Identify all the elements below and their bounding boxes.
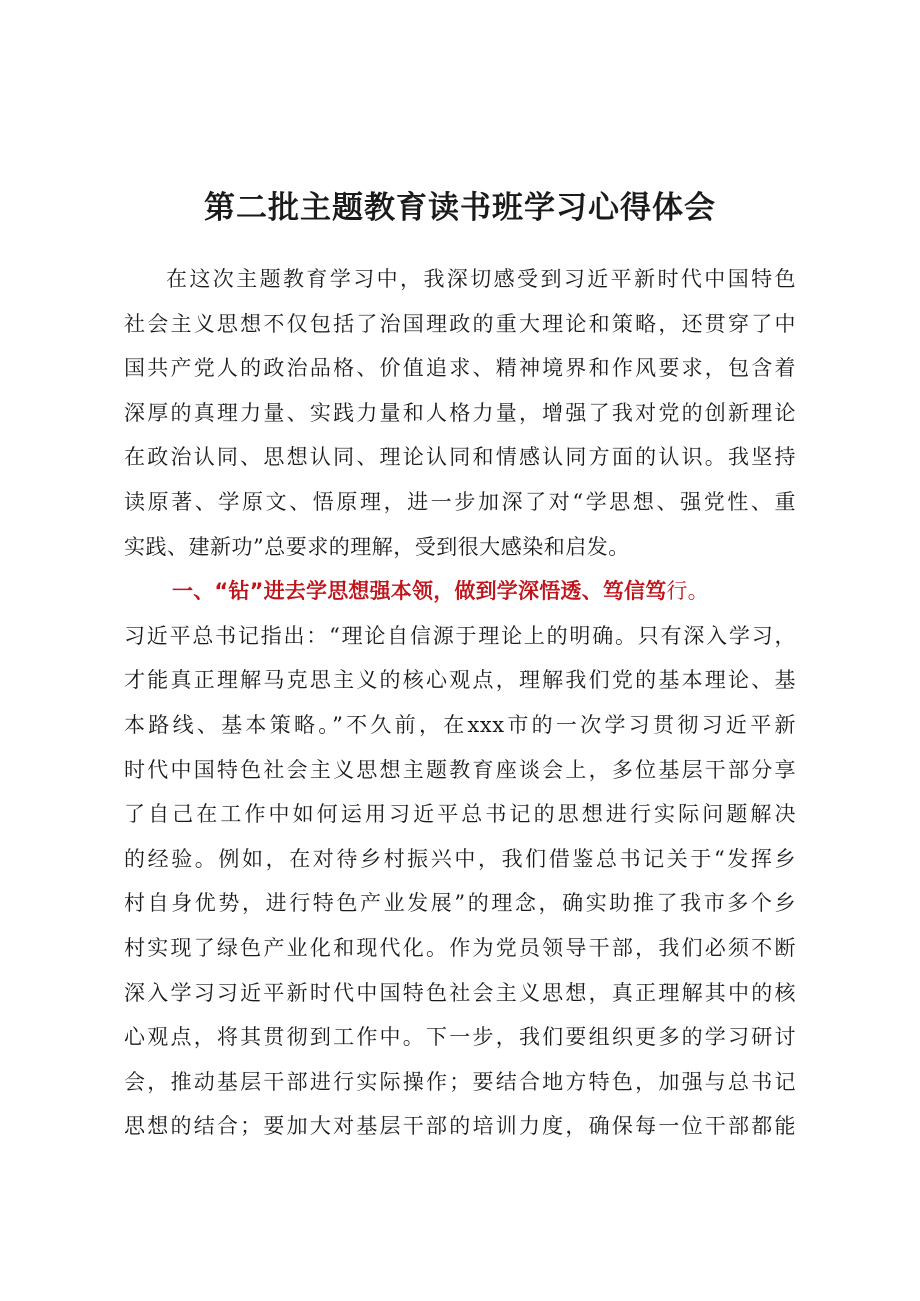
paragraph-line: 在政治认同、思想认同、理论认同和情感认同方面的认识。我坚持 (124, 445, 796, 470)
section-paragraph (124, 614, 796, 1149)
paragraph-line: 在这次主题教育学习中，我深切感受到习近平新时代中国特色 (166, 267, 796, 291)
paragraph-line: 会，推动基层干部进行实际操作；要结合地方特色，加强与总书记 (124, 1069, 796, 1094)
paragraph-line: 习近平总书记指出：“理论自信源于理论上的明确。只有深入学习， (124, 623, 796, 648)
section-heading-tail: 行。 (666, 579, 709, 604)
paragraph-line: 才能真正理解马克思主义的核心观点，理解我们党的基本理论、基 (124, 668, 796, 693)
section-heading (124, 569, 796, 614)
paragraph-line: 思想的结合；要加大对基层干部的培训力度，确保每一位干部都能 (124, 1114, 796, 1139)
paragraph-line: 社会主义思想不仅包括了治国理政的重大理论和策略，还贯穿了中 (124, 311, 796, 336)
paragraph-line: 深厚的真理力量、实践力量和人格力量，增强了我对党的创新理论 (124, 400, 796, 425)
paragraph-line: 心观点，将其贯彻到工作中。下一步，我们要组织更多的学习研讨 (124, 1025, 796, 1050)
paragraph-line: 实践、建新功”总要求的理解，受到很大感染和启发。 (124, 534, 630, 559)
paragraph-line: 读原著、学原文、悟原理，进一步加深了对“学思想、强党性、重 (124, 489, 796, 514)
paragraph-line: 村实现了绿色产业化和现代化。作为党员领导干部，我们必须不断 (124, 935, 796, 960)
document-title: 第二批主题教育读书班学习心得体会 (204, 190, 716, 226)
paragraph-line: 国共产党人的政治品格、价值追求、精神境界和作风要求，包含着 (124, 356, 796, 381)
paragraph-line: 时代中国特色社会主义思想主题教育座谈会上，多位基层干部分享 (124, 757, 796, 782)
section-heading-text: 一、“钻”进去学思想强本领，做到学深悟透、笃信笃 (172, 579, 667, 604)
paragraph-line: 了自己在工作中如何运用习近平总书记的思想进行实际问题解决 (124, 802, 796, 827)
paragraph-line: 深入学习习近平新时代中国特色社会主义思想，真正理解其中的核 (124, 980, 796, 1005)
paragraph-line: 的经验。例如，在对待乡村振兴中，我们借鉴总书记关于“发挥乡 (124, 846, 796, 871)
paragraph-line: 村自身优势，进行特色产业发展”的理念，确实助推了我市多个乡 (124, 891, 796, 916)
paragraph-line: 本路线、基本策略。”不久前，在xxx市的一次学习贯彻习近平新 (124, 712, 796, 737)
intro-paragraph (124, 257, 796, 569)
document-body (124, 257, 796, 1149)
